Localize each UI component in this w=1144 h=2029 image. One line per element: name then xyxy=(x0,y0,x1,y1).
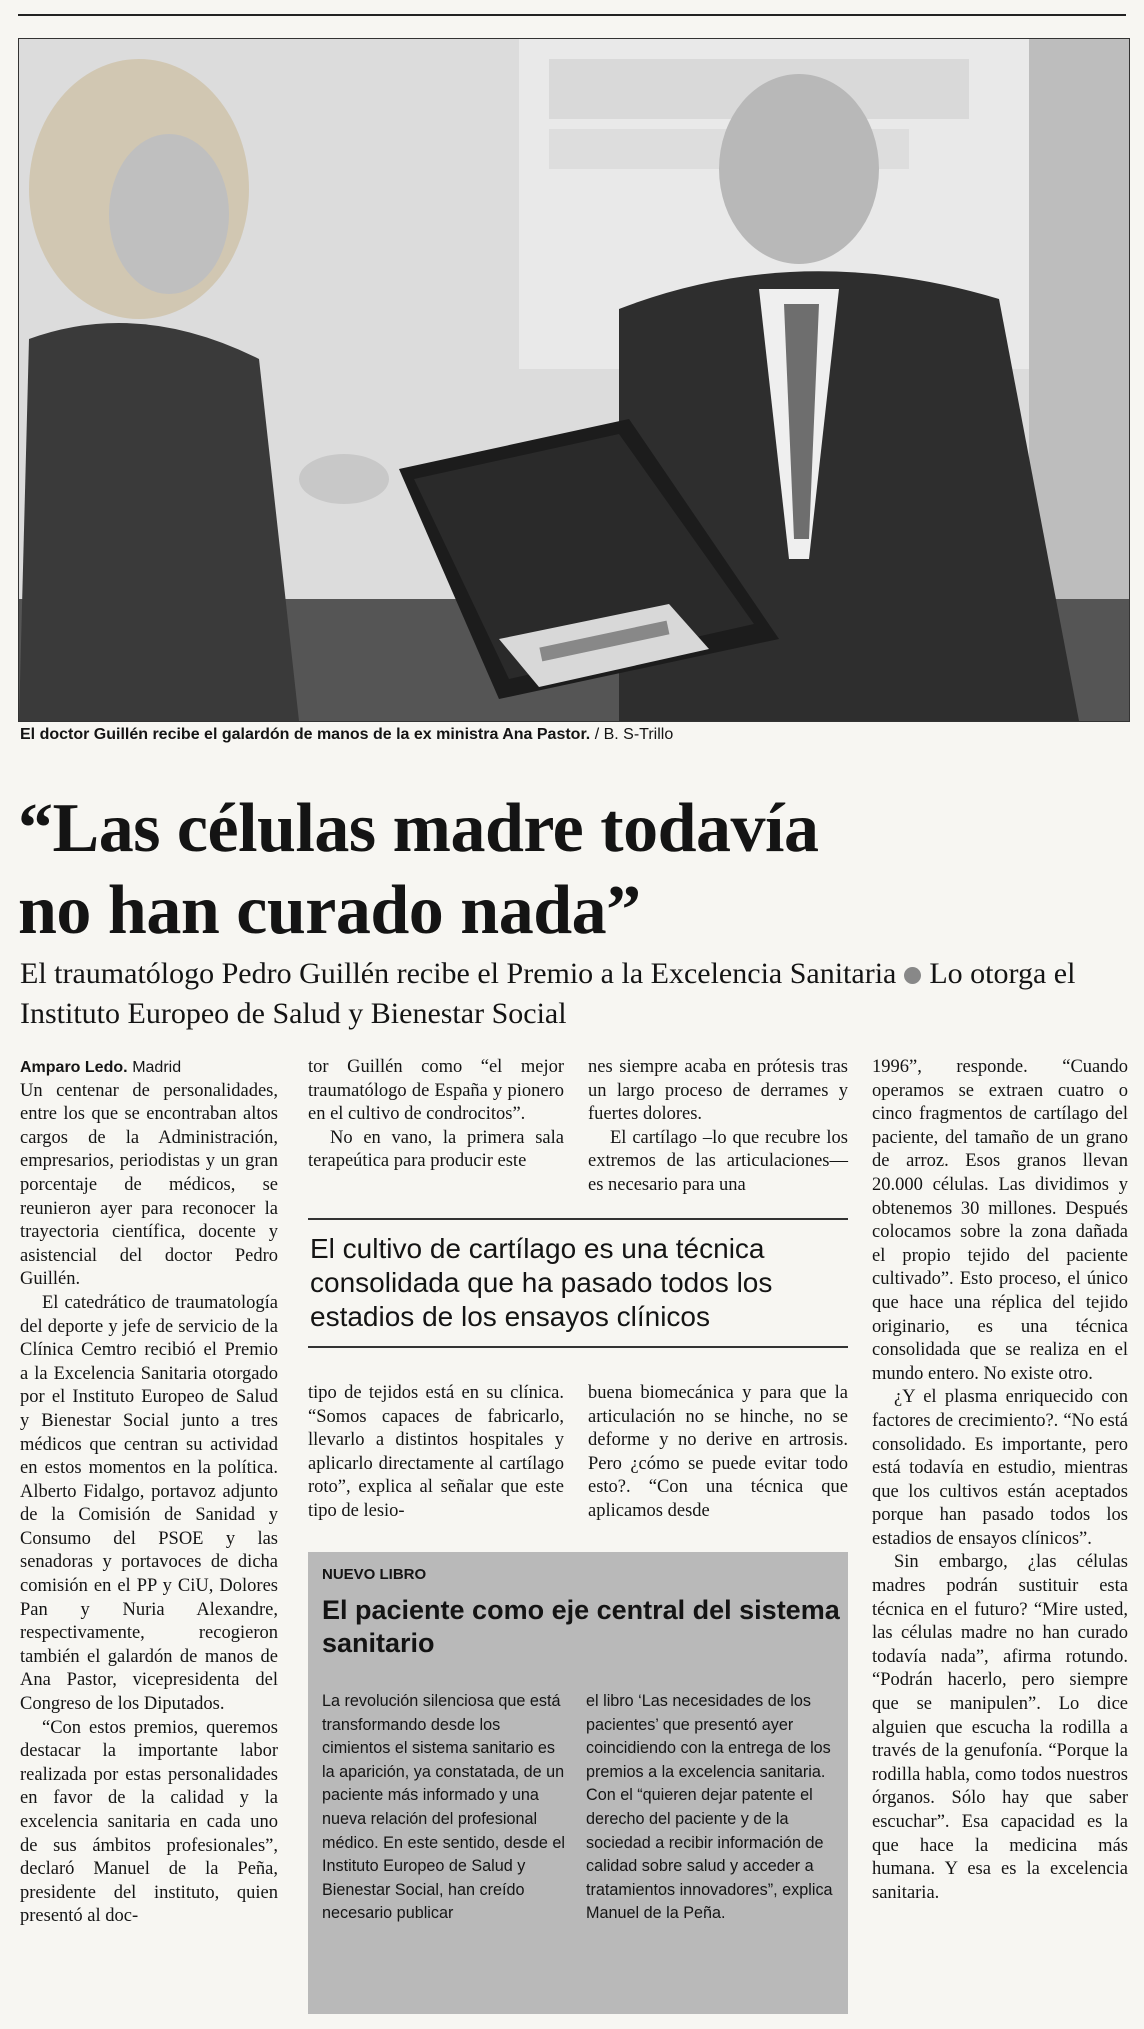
paragraph: No en vano, la primera sala terapeútica para producir este xyxy=(308,1127,564,1172)
subheadline xyxy=(20,954,1130,1034)
article-photo xyxy=(18,38,1130,722)
pull-quote-text: El cultivo de cartílago es una técnica consolidada que ha pasado todos los estadios de los ensayos clínicos xyxy=(310,1233,773,1332)
subhead-part-1: El traumatólogo Pedro Guillén recibe el Premio a la Excelencia Sanitaria xyxy=(20,957,897,990)
top-rule xyxy=(18,14,1126,16)
sidebar-box xyxy=(308,1552,848,2014)
byline-author: Amparo Ledo. xyxy=(20,1059,128,1076)
paragraph: 1996”, responde. “Cuando operamos se extraen cuatro o cinco fragmentos de cartílago del paciente, del tamaño de un grano de arroz. Esos granos llevan 20.000 células. Las dividimos y obtenemos 30 millones. Después colocamos sobre la zona dañada el propio tejido del paciente cultivado”. Esto proceso, el único que hace una réplica del tejido originario, es una técnica consolidada que se realiza en el mundo entero. No existe otro. xyxy=(872,1057,1128,1384)
headline-line-2: no han curado nada” xyxy=(18,872,641,949)
caption-text: El doctor Guillén recibe el galardón de manos de la ex ministra Ana Pastor. xyxy=(20,726,591,743)
sidebar-paragraph: el libro ‘Las necesidades de los pacientes’ que presentó ayer coincidiendo con la entrega de los premios a la excelencia sanitaria. Con el “quieren dejar patente el derecho del paciente y de la sociedad a recibir información de calidad sobre salud y acceder a tratamientos innovadores”, explica Manuel de la Peña. xyxy=(586,1692,833,1923)
photo-caption xyxy=(20,726,673,744)
paragraph: tor Guillén como “el mejor traumatólogo de España y pionero en el cultivo de condrocitos”. xyxy=(308,1057,564,1125)
headline-line-1: “Las células madre todavía xyxy=(18,790,819,867)
article-column-3-bottom xyxy=(588,1382,848,1524)
paragraph: tipo de tejidos está en su clínica. “Somos capaces de fabricarlo, llevarlo a distintos hospitales y aplicarlo directamente al cartílago roto”, explica al señalar que este tipo de lesio- xyxy=(308,1383,564,1521)
subhead-part-2: Lo otorga el Instituto Europeo de Salud y Bienestar Social xyxy=(20,957,1076,1030)
photo-illustration xyxy=(19,39,1129,721)
paragraph: buena biomecánica y para que la articulación no se hinche, no se deforme y no derive en artrosis. Pero ¿cómo se puede evitar todo esto?. “Con una técnica que aplicamos desde xyxy=(588,1383,848,1521)
sidebar-paragraph: La revolución silenciosa que está transformando desde los cimientos el sistema sanitario es la aparición, ya constatada, de un paciente más informado y una nueva relación del profesional médico. En este sentido, desde el Instituto Europeo de Salud y Bienestar Social, han creído necesario publicar xyxy=(322,1692,565,1923)
paragraph: El catedrático de traumatología del deporte y jefe de servicio de la Clínica Cemtro recibió el Premio a la Excelencia Sanitaria otorgado por el Instituto Europeo de Salud y Bienestar Social junto a tres médicos que centran su actividad en estos momentos en la política. Alberto Fidalgo, portavoz adjunto de la Comisión de Sanidad y Consumo del PSOE y las senadoras y portavoces de dicha comisión en el PP y CiU, Dolores Pan y Nuria Alexandre, respectivamente, recogieron también el galardón de manos de Ana Pastor, vicepresidenta del Congreso de los Diputados. xyxy=(20,1292,278,1715)
article-column-2-top xyxy=(308,1056,564,1174)
paragraph: El cartílago –lo que recubre los extremos de las articulaciones— es necesario para una xyxy=(588,1127,848,1195)
paragraph: Sin embargo, ¿las células madres podrán sustituir esta técnica en el futuro? “Mire usted, las células madre no han curado todavía nada”, afirma rotundo. “Podrán hacerlo, pero siempre que se manipulen”. Lo dice alguien que escucha la rodilla a través de la genufonía. “Porque la rodilla habla, como todos nuestros órganos. Sólo hay que saber escuchar”. Esa capacidad es la que hace la medicina más humana. Y esa es la excelencia sanitaria. xyxy=(872,1552,1128,1903)
bullet-icon xyxy=(904,967,921,984)
article-column-1 xyxy=(20,1056,278,1929)
paragraph: Un centenar de personalidades, entre los que se encontraban altos cargos de la Administración, empresarios, periodistas y un gran porcentaje de médicos, se reunieron ayer para reconocer la trayectoria científica, docente y asistencial del doctor Pedro Guillén. xyxy=(20,1080,278,1290)
article-column-3-top xyxy=(588,1056,848,1198)
photo-credit: / B. S-Trillo xyxy=(594,726,674,743)
sidebar-column-2 xyxy=(586,1690,834,1926)
sidebar-label: NUEVO LIBRO xyxy=(322,1566,427,1583)
headline xyxy=(18,788,1128,952)
sidebar-title: El paciente como eje central del sistema sanitario xyxy=(322,1595,840,1658)
article-column-4 xyxy=(872,1056,1128,1905)
byline-city: Madrid xyxy=(132,1059,182,1076)
paragraph: ¿Y el plasma enriquecido con factores de crecimiento?. “No está consolidado. Es importante, pero está todavía en estudio, mientras que los cultivos están aceptados porque han pasado todos los estadios de ensayos clínicos”. xyxy=(872,1387,1128,1549)
sidebar-column-1 xyxy=(322,1690,570,1926)
article-column-2-bottom xyxy=(308,1382,564,1524)
pull-quote xyxy=(308,1218,848,1348)
paragraph: nes siempre acaba en prótesis tras un largo proceso de derrames y fuertes dolores. xyxy=(588,1057,848,1125)
paragraph: “Con estos premios, queremos destacar la importante labor realizada por estas personalidades en favor de la calidad y la excelencia sanitaria en cada uno de sus ámbitos profesionales”, declaró Manuel de la Peña, presidente del instituto, quien presentó al doc- xyxy=(20,1717,278,1927)
